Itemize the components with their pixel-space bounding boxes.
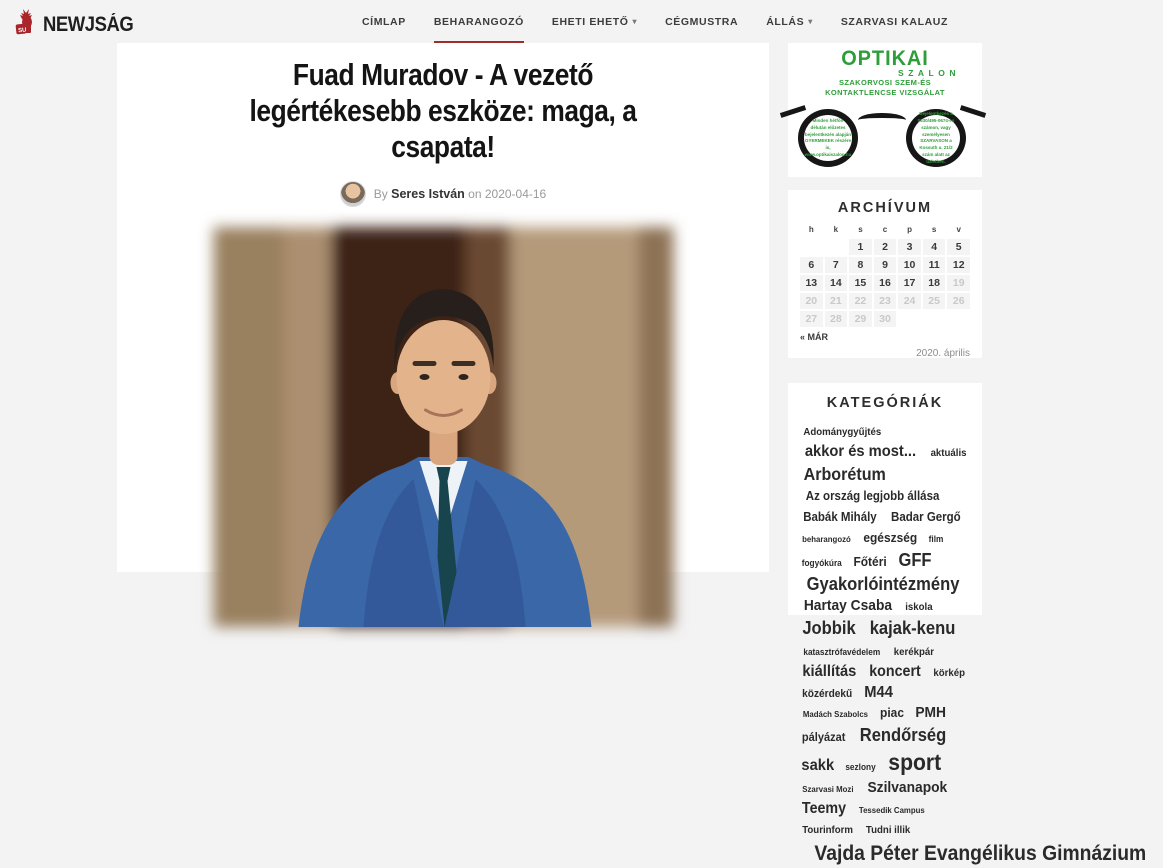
ad-brand-name: OPTIKAI — [841, 47, 929, 70]
calendar-day[interactable]: 15 — [849, 275, 872, 291]
tag-link[interactable]: Hartay Csaba — [803, 597, 893, 615]
calendar-day[interactable]: 17 — [898, 275, 921, 291]
calendar-day[interactable]: 10 — [898, 257, 921, 273]
calendar-day: 25 — [923, 293, 946, 309]
calendar-day: 19 — [947, 275, 970, 291]
chevron-down-icon: ▾ — [808, 17, 813, 26]
tag-link[interactable]: pályázat — [801, 730, 846, 745]
glasses-temple-right-icon — [960, 105, 986, 118]
calendar-day: 21 — [825, 293, 848, 309]
calendar-day — [947, 311, 970, 327]
author-avatar[interactable] — [340, 181, 366, 207]
calendar-day-header: k — [833, 225, 839, 234]
tag-link[interactable]: Tourinform — [802, 824, 854, 837]
calendar-day[interactable]: 8 — [849, 257, 872, 273]
glasses-lens-left — [798, 109, 858, 167]
tag-link[interactable]: Babák Mihály — [803, 510, 877, 525]
calendar-day[interactable]: 2 — [874, 239, 897, 255]
calendar-day[interactable]: 5 — [947, 239, 970, 255]
tag-link[interactable]: Főtéri — [853, 553, 887, 569]
nav-item-c-gmustra[interactable] — [665, 0, 738, 43]
tag-link[interactable]: M44 — [864, 683, 893, 701]
tag-link[interactable]: Arborétum — [803, 463, 886, 484]
calendar-day[interactable]: 6 — [800, 257, 823, 273]
tag-link[interactable]: közérdekű — [802, 687, 853, 700]
nav-item--ll-s[interactable] — [766, 0, 813, 43]
article-photo — [213, 227, 674, 627]
calendar-day — [825, 239, 848, 255]
publish-date: 2020-04-16 — [484, 186, 547, 201]
calendar-day-header: p — [907, 225, 912, 234]
tag-link[interactable]: Szarvasi Mozi — [802, 783, 854, 794]
calendar-day — [923, 311, 946, 327]
glasses-lens-right — [906, 109, 966, 167]
nav-item-label: CÍMLAP — [362, 15, 406, 28]
tag-link[interactable]: Az ország legjobb állása — [805, 489, 940, 504]
archive-title: ARCHÍVUM — [837, 200, 933, 216]
on-label: on — [468, 186, 482, 201]
calendar-day-header: s — [858, 225, 863, 234]
tag-link[interactable]: Madách Szabolcs — [802, 709, 869, 720]
byline-text — [374, 187, 546, 201]
main-nav — [362, 0, 948, 43]
nav-item-label: BEHARANGOZÓ — [433, 15, 524, 28]
tag-link[interactable]: sezlony — [845, 761, 876, 772]
tag-link[interactable]: Adománygyűjtés — [803, 426, 882, 438]
tag-link[interactable]: PMH — [915, 704, 946, 722]
nav-item-label: CÉGMUSTRA — [665, 15, 739, 28]
tag-link[interactable]: Vajda Péter Evangélikus Gimnázium — [814, 842, 1147, 866]
tag-link[interactable]: koncert — [869, 662, 921, 680]
nav-item-label: EHETI EHETŐ — [551, 15, 629, 28]
ad-brand-sub: SZALON — [898, 68, 960, 78]
tag-link[interactable]: Rendőrség — [859, 725, 947, 746]
calendar-day: 29 — [849, 311, 872, 327]
calendar-day[interactable]: 3 — [898, 239, 921, 255]
ad-lens-right-text: Bejelentkezés a 0630/495-0674-es számon, vagy személyesen SZARVASON a Kossuth u. 21/2 szám alatt az üzletben. — [917, 111, 955, 164]
nav-item-beharangoz-[interactable] — [434, 0, 524, 43]
tag-link[interactable]: körkép — [932, 666, 965, 679]
archive-widget — [788, 190, 982, 358]
nav-item-c-mlap[interactable] — [362, 0, 406, 43]
tag-link[interactable]: kerékpár — [893, 645, 935, 658]
calendar-day[interactable]: 9 — [874, 257, 897, 273]
tag-link[interactable]: kajak-kenu — [870, 618, 956, 639]
svg-text:SU: SU — [17, 27, 27, 35]
calendar-day-headers — [800, 225, 970, 234]
tag-link[interactable]: egészség — [863, 529, 918, 545]
tag-link[interactable]: GFF — [897, 549, 932, 570]
calendar-day[interactable]: 13 — [800, 275, 823, 291]
site-logo[interactable] — [13, 7, 146, 42]
ad-lens-left-text: Minden hétfőn délután előzetes bejelentkezés alapján GYERMEKEK részére is, www.optikaiszalon.hu — [804, 118, 852, 157]
site-header — [0, 0, 1000, 43]
categories-widget — [788, 383, 1147, 866]
stag-logo-icon — [13, 7, 39, 42]
nav-item-label: ÁLLÁS — [766, 15, 805, 28]
categories-title: KATEGÓRIÁK — [826, 395, 944, 411]
tag-link[interactable]: akkor és most... — [804, 442, 917, 460]
calendar-day[interactable]: 4 — [923, 239, 946, 255]
calendar-day: 30 — [874, 311, 897, 327]
tag-cloud — [798, 421, 1147, 868]
calendar-day[interactable]: 1 — [849, 239, 872, 255]
tag-link[interactable]: katasztrófavédelem — [803, 646, 881, 657]
calendar-current-month: 2020. április — [916, 348, 970, 359]
calendar-day: 26 — [947, 293, 970, 309]
tag-link[interactable]: Badar Gergő — [891, 510, 962, 525]
tag-link[interactable]: film — [929, 533, 944, 544]
nav-item-eheti-ehet-[interactable] — [552, 0, 637, 43]
tag-link[interactable]: sakk — [801, 756, 835, 774]
calendar-day-header: h — [808, 225, 814, 234]
calendar-day: 27 — [800, 311, 823, 327]
calendar-day[interactable]: 18 — [923, 275, 946, 291]
tag-link[interactable]: aktuális — [930, 446, 967, 459]
calendar-day[interactable]: 14 — [825, 275, 848, 291]
calendar-day: 28 — [825, 311, 848, 327]
article-title: Fuad Muradov - A vezető legértékesebb eszköze: maga, a csapata! — [249, 57, 637, 164]
tag-link[interactable]: Tessedik Campus — [859, 804, 926, 815]
tag-link[interactable]: piac — [880, 705, 905, 721]
author-link[interactable]: Seres István — [391, 186, 465, 201]
tag-link[interactable]: Teemy — [801, 799, 847, 817]
calendar-day — [800, 239, 823, 255]
calendar-day[interactable]: 16 — [874, 275, 897, 291]
chevron-down-icon: ▾ — [632, 17, 638, 26]
tag-link[interactable]: Szilvanapok — [867, 778, 948, 796]
calendar-day: 22 — [849, 293, 872, 309]
ad-optikai-szalon[interactable] — [788, 43, 982, 177]
tag-link[interactable]: fogyókúra — [801, 557, 842, 568]
calendar-day: 20 — [800, 293, 823, 309]
glasses-illustration — [788, 101, 982, 173]
calendar-day[interactable]: 11 — [923, 257, 946, 273]
tag-link[interactable]: Gyakorlóintézmény — [806, 573, 960, 594]
tag-link[interactable]: sport — [887, 748, 941, 775]
tag-link[interactable]: Tudni illik — [865, 824, 910, 837]
tag-link[interactable]: beharangozó — [802, 533, 851, 544]
calendar-day — [898, 311, 921, 327]
nav-item-szarvasi-kalauz[interactable] — [841, 0, 948, 43]
article-byline — [117, 181, 769, 207]
calendar-day-header: v — [956, 225, 961, 234]
calendar-grid — [800, 239, 970, 327]
calendar-day[interactable]: 12 — [947, 257, 970, 273]
calendar-day: 23 — [874, 293, 897, 309]
article-card — [117, 43, 769, 572]
ad-line1: SZAKORVOSI SZEM-ÉS — [838, 78, 932, 87]
glasses-bridge-icon — [858, 113, 906, 127]
calendar-prev-month-link[interactable]: « MÁR — [800, 332, 829, 342]
nav-item-label: SZARVASI KALAUZ — [840, 15, 949, 28]
calendar-day-header: c — [882, 225, 888, 234]
calendar-day: 24 — [898, 293, 921, 309]
calendar-day[interactable]: 7 — [825, 257, 848, 273]
site-title: NEWJSÁG — [43, 12, 134, 36]
tag-link[interactable]: Jobbik — [802, 618, 856, 639]
tag-link[interactable]: kiállítás — [802, 662, 857, 680]
calendar-day-header: s — [931, 225, 937, 234]
tag-link[interactable]: iskola — [905, 601, 933, 614]
ad-line2: KONTAKTLENCSE VIZSGÁLAT — [825, 88, 945, 98]
by-label: By — [373, 186, 388, 201]
